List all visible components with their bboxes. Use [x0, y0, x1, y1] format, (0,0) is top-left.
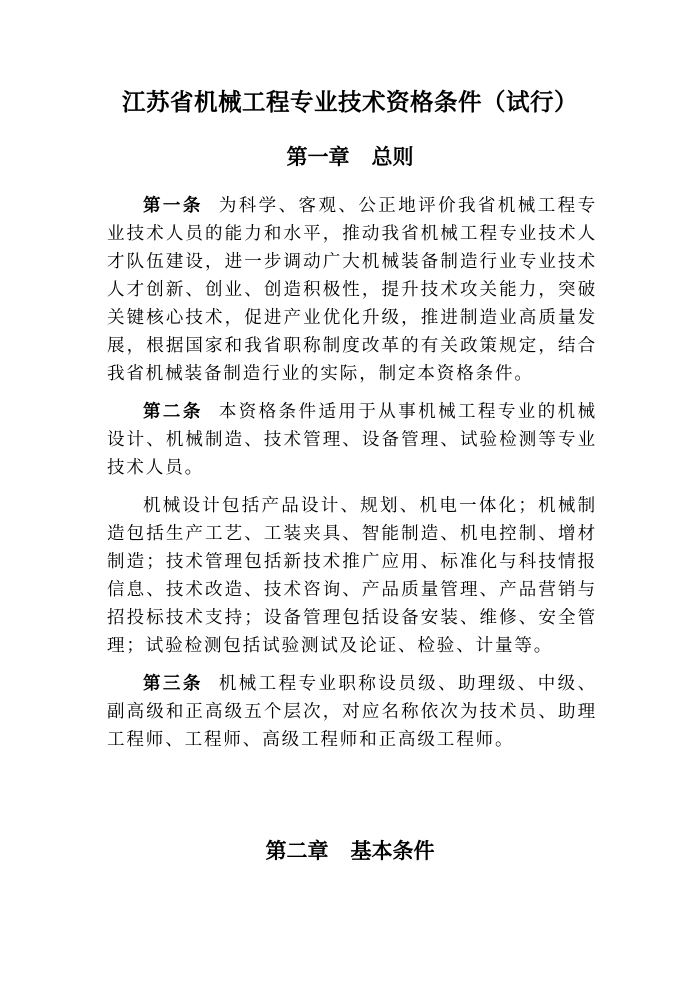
chapter-name: 基本条件 — [350, 838, 435, 863]
article-2-detail — [107, 492, 597, 660]
article-text: 本资格条件适用于从事机械工程专业的机械设计、机械制造、技术管理、设备管理、试验检测等专业技术人员。 — [107, 402, 598, 478]
document-title: 江苏省机械工程专业技术资格条件（试行） — [122, 88, 578, 116]
chapter-number: 第二章 — [265, 838, 329, 863]
chapter-name: 总则 — [371, 144, 414, 169]
article-label: 第一条 — [143, 196, 203, 216]
document-body — [107, 192, 597, 754]
article-3 — [107, 670, 597, 754]
article-text: 为科学、客观、公正地评价我省机械工程专业技术人员的能力和水平，推动我省机械工程专业技术人才队伍建设，进一步调动广大机械装备制造行业专业技术人才创新、创业、创造积极性，提升技术攻关能力，突破关键核心技术，促进产业优化升级，推进制造业高质量发展，根据国家和我省职称制度改革的有关政策规定，结合我省机械装备制造行业的实际，制定本资格条件。 — [107, 196, 598, 384]
article-label: 第三条 — [143, 674, 203, 694]
article-text: 机械工程专业职称设员级、助理级、中级、副高级和正高级五个层次，对应名称依次为技术员、助理工程师、工程师、高级工程师和正高级工程师。 — [107, 674, 598, 750]
article-text: 机械设计包括产品设计、规划、机电一体化；机械制造包括生产工艺、工装夹具、智能制造、机电控制、增材制造；技术管理包括新技术推广应用、标准化与科技情报信息、技术改造、技术咨询、产品质量管理、产品营销与招投标技术支持；设备管理包括设备安装、维修、安全管理；试验检测包括试验测试及论证、检验、计量等。 — [107, 496, 597, 656]
chapter-heading-2 — [0, 836, 700, 866]
article-2 — [107, 398, 597, 482]
chapter-heading-1 — [0, 142, 700, 172]
chapter-number: 第一章 — [286, 144, 350, 169]
article-label: 第二条 — [143, 402, 203, 422]
article-1 — [107, 192, 597, 388]
